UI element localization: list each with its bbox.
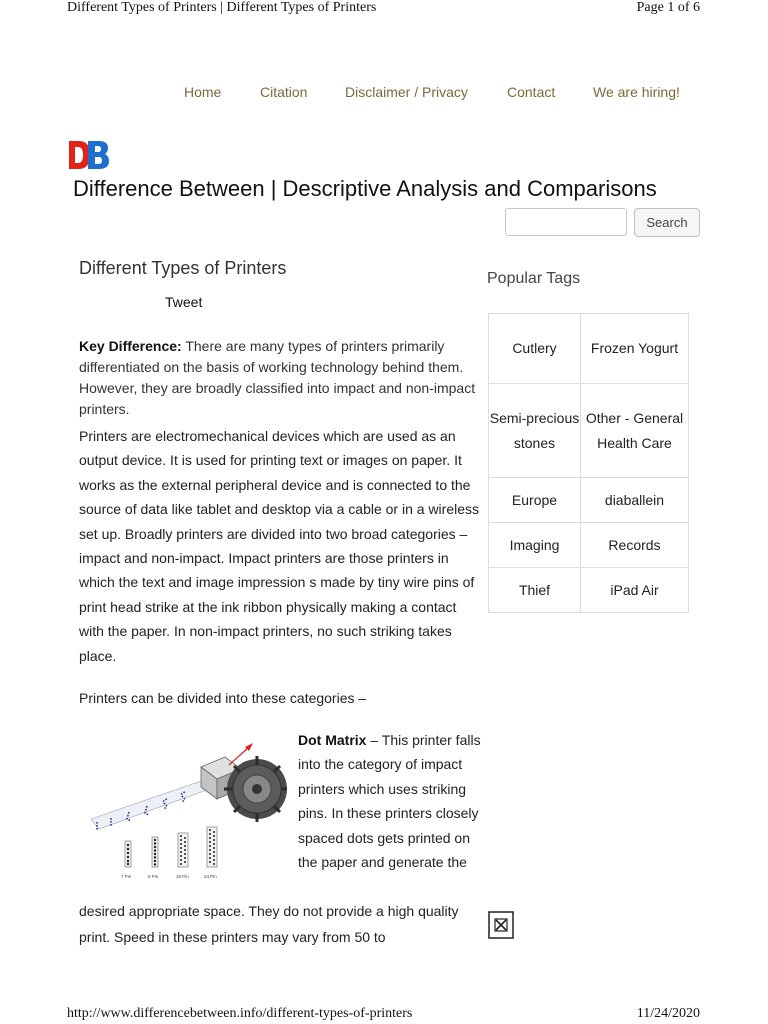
pin-label-7: 7 Pin [121, 874, 132, 879]
print-date: 11/24/2020 [636, 1006, 700, 1021]
popular-tags-table [488, 313, 689, 613]
tag-row [489, 568, 689, 613]
tag-link[interactable]: Europe [489, 478, 581, 523]
dot-matrix-description [298, 728, 483, 874]
key-difference-text: There are many types of printers primarily differentiated on the basis of working technology behind them. However, they are broadly classified into impact and non-impact printers. [79, 338, 476, 417]
search-input[interactable] [505, 208, 627, 236]
nav-disclaimer-link[interactable]: Disclaimer / Privacy [345, 84, 468, 100]
print-header-title: Different Types of Printers | Different Types of Printers [67, 0, 377, 15]
top-nav [0, 84, 768, 104]
tag-link[interactable]: diaballein [581, 478, 689, 523]
tag-link[interactable]: Records [581, 523, 689, 568]
site-logo[interactable] [68, 140, 110, 170]
print-header [0, 0, 768, 22]
pin-label-24: 24 Pin [204, 874, 217, 879]
tag-row [489, 314, 689, 384]
tweet-button[interactable]: Tweet [165, 294, 203, 310]
pin-label-9: 9 Pin [148, 874, 159, 879]
search-button[interactable]: Search [634, 208, 700, 237]
tag-link[interactable]: Frozen Yogurt [581, 314, 689, 384]
categories-intro: Printers can be divided into these categories – [79, 690, 367, 706]
tag-row [489, 478, 689, 523]
site-title: Difference Between | Descriptive Analysis and Comparisons [73, 176, 657, 201]
broken-image-icon [488, 911, 514, 939]
nav-citation-link[interactable]: Citation [260, 84, 308, 100]
tag-link[interactable]: Cutlery [489, 314, 581, 384]
intro-paragraph: Printers are electromechanical devices which are used as an output device. It is used for printing text or images on paper. It works as the external peripheral device and is connected to the source of data like tablet and desktop via a cable or in a wireless set up. Broadly printers are divided into two broad categories – impact and non-impact. Impact printers are those printers in which the text and image impression s made by tiny wire pins of print head strike at the ink ribbon physically making a contact with the paper. In non-impact printers, no such striking takes place. [79, 428, 480, 664]
tag-row [489, 523, 689, 568]
pin-label-18: 18 Pin [176, 874, 189, 879]
dot-matrix-continued: desired appropriate space. They do not provide a high quality print. Speed in these printers may vary from 50 to [79, 903, 459, 945]
key-difference-summary [79, 336, 479, 420]
tag-link[interactable]: Other - General Health Care [581, 384, 689, 478]
tag-row [489, 384, 689, 478]
dot-matrix-printer-image [89, 737, 287, 883]
dot-matrix-text: – This printer falls into the category of impact printers which uses striking pins. In these printers closely spaced dots gets printed on the paper and generate the [298, 732, 481, 871]
nav-contact-link[interactable]: Contact [507, 84, 556, 100]
tag-link[interactable]: Thief [489, 568, 581, 613]
article-title: Different Types of Printers [79, 258, 287, 278]
dot-matrix-label: Dot Matrix [298, 732, 367, 748]
page-url: http://www.differencebetween.info/different-types-of-printers [67, 1006, 413, 1021]
tag-link[interactable]: Imaging [489, 523, 581, 568]
key-difference-label: Key Difference: [79, 338, 182, 354]
tag-link[interactable]: iPad Air [581, 568, 689, 613]
nav-hiring-link[interactable]: We are hiring! [593, 84, 680, 100]
nav-home-link[interactable]: Home [184, 84, 222, 100]
print-page-number: Page 1 of 6 [636, 0, 700, 15]
popular-tags-title: Popular Tags [487, 270, 581, 287]
tag-link[interactable]: Semi-precious stones [489, 384, 581, 478]
